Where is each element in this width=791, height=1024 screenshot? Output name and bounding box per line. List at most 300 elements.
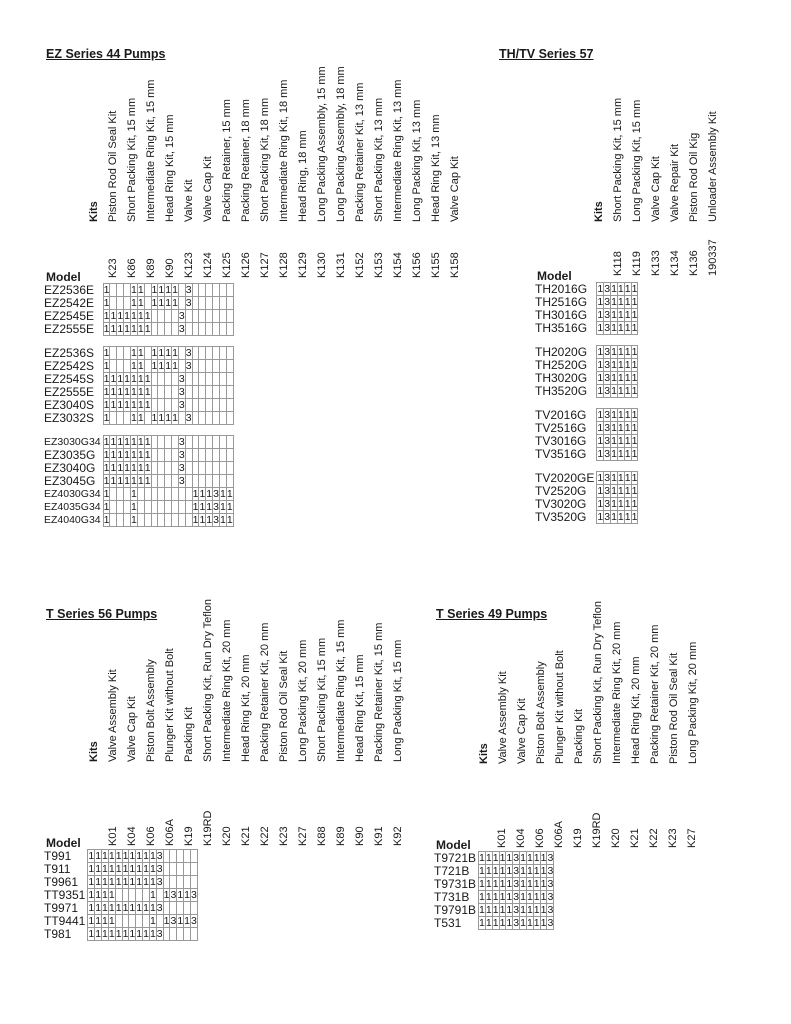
qty-cell: 3	[547, 917, 554, 929]
qty-cell: 3	[547, 865, 554, 877]
qty-cell: 1	[149, 915, 156, 927]
qty-cell: 1	[115, 902, 122, 914]
qty-cell: 1	[540, 865, 547, 877]
qty-cell: 1	[103, 373, 110, 385]
qty-cell: 1	[122, 902, 129, 914]
qty-cell: 1	[172, 347, 178, 359]
qty-cell	[192, 347, 199, 360]
qty-cell: 1	[102, 863, 108, 875]
qty-cell: 3	[178, 373, 185, 385]
qty-cell: 1	[117, 310, 124, 322]
qty-cell: 1	[526, 878, 533, 890]
kit-name-header	[316, 400, 336, 762]
kit-name-header-text: Packing Retainer Kit, 15 mm	[373, 622, 385, 762]
section-title: TH/TV Series 57	[499, 47, 594, 61]
qty-cell	[219, 373, 226, 386]
table-row	[44, 902, 197, 915]
kit-name-header	[335, 0, 355, 222]
kit-name-header-text: Packing Retainer Kit, 20 mm	[259, 622, 271, 762]
qty-cell	[213, 347, 220, 360]
kit-name-header	[164, 400, 184, 762]
qty-cell: 1	[533, 852, 540, 864]
qty-cell: 1	[533, 865, 540, 877]
kits-label-text: Kits	[88, 741, 100, 762]
part-code-header	[496, 808, 516, 848]
kit-name-header	[278, 400, 298, 762]
kit-name-header-text: Short Packing Kit, 13 mm	[373, 97, 385, 222]
part-code-text: K19RD	[591, 812, 603, 848]
qty-cell: 1	[88, 928, 95, 940]
t56-kit-table	[44, 849, 198, 941]
qty-cell	[165, 310, 172, 323]
qty-cell: 1	[110, 475, 117, 487]
kit-name-header-text: Short Packing Kit, Run Dry Teflon	[592, 600, 604, 764]
table-row	[535, 296, 638, 309]
qty-cell: 1	[226, 501, 233, 513]
qty-cell: 1	[165, 360, 172, 372]
qty-cell	[151, 323, 158, 336]
kit-name-header	[669, 0, 689, 222]
qty-cell: 1	[95, 889, 102, 901]
model-cell: EZ4030G34	[44, 488, 101, 500]
part-code-header	[164, 238, 184, 278]
kit-name-header-text: Intermediate Ring Kit, 13 mm	[392, 79, 404, 222]
qty-cell: 1	[597, 359, 604, 371]
model-cell: EZ2536S	[44, 346, 95, 360]
qty-cell	[129, 889, 136, 902]
qty-cell: 1	[137, 462, 144, 474]
qty-cell: 1	[131, 373, 137, 385]
qty-cell	[199, 310, 206, 323]
qty-cell: 1	[617, 422, 624, 434]
qty-cell	[122, 915, 129, 928]
qty-cell: 3	[178, 449, 185, 461]
qty-cell: 1	[88, 850, 95, 862]
table-row	[44, 928, 197, 941]
qty-cell: 3	[178, 462, 185, 474]
kit-name-header-text: Head Ring Kit, 15 mm	[354, 654, 366, 762]
model-cell: EZ4040G34	[44, 514, 101, 526]
kit-name-header-text: Valve Repair Kit	[669, 143, 681, 222]
part-code-header	[202, 806, 222, 846]
qty-cell: 1	[533, 904, 540, 916]
qty-cell	[206, 284, 213, 297]
qty-cell: 1	[124, 386, 130, 398]
part-code-text: K129	[297, 252, 309, 278]
kit-name-header-text: Intermediate Ring Kit, 20 mm	[221, 619, 233, 762]
qty-cell: 1	[597, 435, 604, 447]
kit-name-header	[164, 0, 184, 222]
qty-cell: 1	[124, 373, 130, 385]
qty-cell: 1	[631, 359, 638, 371]
qty-cell	[226, 373, 233, 386]
qty-cell	[213, 386, 220, 399]
qty-cell: 1	[624, 309, 631, 321]
qty-cell: 1	[108, 889, 115, 901]
qty-cell: 1	[184, 889, 191, 901]
qty-cell: 1	[95, 902, 102, 914]
kit-name-header	[631, 0, 651, 222]
part-code-header	[515, 808, 535, 848]
kit-name-header-text: Packing Retainer Kit, 13 mm	[354, 82, 366, 222]
qty-cell: 1	[129, 850, 136, 862]
qty-cell: 1	[617, 385, 624, 397]
table-row	[44, 876, 197, 889]
qty-cell: 1	[103, 360, 110, 372]
model-cell: EZ3032S	[44, 411, 95, 425]
qty-cell: 1	[617, 322, 624, 334]
qty-cell: 1	[506, 852, 513, 864]
qty-cell: 1	[144, 436, 151, 448]
table-row	[535, 283, 638, 296]
qty-cell	[206, 323, 213, 336]
kit-name-header-text: Short Packing Kit, 15 mm	[316, 637, 328, 762]
part-code-header	[354, 238, 374, 278]
part-code-text: K118	[612, 251, 624, 276]
qty-cell: 3	[604, 448, 611, 460]
qty-cell: 3	[604, 511, 611, 523]
qty-cell: 1	[624, 435, 631, 447]
qty-cell: 1	[149, 876, 156, 888]
part-code-header	[572, 808, 592, 848]
qty-cell: 1	[617, 409, 624, 421]
part-code-text: K156	[411, 252, 423, 278]
qty-cell: 1	[163, 915, 170, 927]
kit-name-header	[183, 0, 203, 222]
qty-cell: 1	[499, 917, 506, 929]
qty-cell	[117, 297, 124, 310]
kit-name-header	[107, 400, 127, 762]
qty-cell: 1	[520, 878, 526, 890]
kit-name-header	[612, 0, 632, 222]
qty-cell	[199, 284, 206, 297]
qty-cell: 1	[124, 399, 130, 411]
qty-cell: 1	[540, 891, 547, 903]
kit-name-header-text: Packing Retainer, 15 mm	[221, 99, 233, 222]
model-cell: EZ2555E	[44, 322, 95, 336]
model-cell: EZ2545S	[44, 372, 95, 386]
model-cell: TH3520G	[535, 384, 588, 398]
qty-cell	[163, 928, 170, 941]
qty-cell: 1	[540, 878, 547, 890]
part-code-text: K128	[278, 252, 290, 278]
kit-name-header-text: Intermediate Ring Kit, 18 mm	[278, 79, 290, 222]
qty-cell: 1	[617, 283, 624, 295]
kit-name-header	[259, 400, 279, 762]
model-cell: EZ3040S	[44, 398, 95, 412]
qty-cell	[192, 373, 199, 386]
kit-name-header-text: Intermediate Ring Kit, 15 mm	[145, 79, 157, 222]
qty-cell: 1	[520, 917, 526, 929]
qty-cell: 1	[117, 475, 124, 487]
qty-cell: 3	[185, 412, 192, 424]
qty-cell: 3	[604, 409, 611, 421]
part-code-header	[316, 806, 336, 846]
part-code-header	[688, 236, 708, 276]
model-cell: TH2520G	[535, 358, 588, 372]
kit-name-header-text: Valve Kit	[183, 179, 195, 222]
qty-cell: 3	[513, 865, 520, 877]
qty-cell: 3	[185, 347, 192, 359]
qty-cell: 1	[540, 904, 547, 916]
qty-cell: 1	[158, 360, 165, 372]
qty-cell	[191, 850, 198, 863]
qty-cell: 1	[631, 372, 638, 384]
part-code-text: K04	[515, 828, 527, 848]
qty-cell: 3	[178, 399, 185, 411]
kit-name-header-text: Valve Cap Kit	[650, 156, 662, 222]
qty-cell	[184, 902, 191, 915]
qty-cell: 1	[192, 501, 199, 513]
part-code-text: K27	[297, 826, 309, 846]
part-code-header	[650, 236, 670, 276]
qty-cell: 1	[95, 850, 102, 862]
kit-name-header	[240, 400, 260, 762]
part-code-text: K91	[373, 826, 385, 846]
part-code-text: K01	[496, 828, 508, 848]
model-cell: T721B	[434, 864, 470, 878]
qty-cell: 1	[122, 850, 129, 862]
qty-cell	[177, 876, 184, 889]
kit-name-header	[259, 0, 279, 222]
qty-cell: 1	[117, 462, 124, 474]
qty-cell: 1	[631, 322, 638, 334]
qty-cell: 3	[604, 296, 611, 308]
qty-cell: 1	[597, 283, 604, 295]
qty-cell: 1	[129, 863, 136, 875]
qty-cell	[213, 310, 220, 323]
model-cell: TV3516G	[535, 447, 587, 461]
qty-cell: 3	[604, 283, 611, 295]
part-code-text: K125	[221, 252, 233, 278]
qty-cell: 1	[149, 863, 156, 875]
model-cell: TV3520G	[535, 510, 587, 524]
qty-cell: 1	[151, 284, 158, 296]
qty-cell	[192, 360, 199, 373]
table-row	[535, 309, 638, 322]
qty-cell	[213, 360, 220, 373]
model-cell: T9961	[44, 875, 79, 889]
kit-name-header-text: Packing Retainer, 18 mm	[240, 99, 252, 222]
qty-cell	[226, 347, 233, 360]
qty-cell	[178, 284, 185, 297]
table-row	[44, 360, 233, 373]
qty-cell	[219, 347, 226, 360]
part-code-text: K06	[145, 826, 157, 846]
kit-name-header	[392, 0, 412, 222]
qty-cell: 1	[102, 889, 108, 901]
qty-cell	[163, 902, 170, 915]
qty-cell: 1	[597, 372, 604, 384]
section-title: T Series 56 Pumps	[46, 607, 158, 621]
qty-cell	[226, 297, 233, 310]
qty-cell: 1	[165, 297, 172, 309]
qty-cell	[219, 323, 226, 336]
kit-name-header-text: Piston Bolt Assembly	[535, 661, 547, 764]
qty-cell: 1	[617, 498, 624, 510]
qty-cell: 1	[103, 347, 110, 359]
qty-cell: 1	[624, 359, 631, 371]
qty-cell: 1	[144, 399, 151, 411]
qty-cell: 1	[492, 891, 499, 903]
part-code-text: K20	[221, 826, 233, 846]
qty-cell: 1	[103, 386, 110, 398]
qty-cell	[191, 928, 198, 941]
qty-cell	[136, 889, 143, 902]
qty-cell: 1	[611, 322, 617, 334]
qty-cell	[219, 297, 226, 310]
qty-cell	[163, 850, 170, 863]
qty-cell: 1	[192, 514, 199, 526]
qty-cell: 3	[604, 422, 611, 434]
kit-name-header	[649, 400, 669, 764]
kit-name-header	[449, 0, 469, 222]
qty-cell: 3	[170, 889, 177, 901]
part-code-text: K06A	[553, 821, 565, 848]
qty-cell: 1	[485, 891, 492, 903]
model-cell: TT9441	[44, 914, 86, 928]
qty-cell: 1	[131, 475, 137, 487]
qty-cell	[192, 386, 199, 399]
part-code-text: 190337	[707, 239, 719, 276]
qty-cell: 1	[624, 498, 631, 510]
model-cell: EZ2555E	[44, 385, 95, 399]
qty-cell	[213, 373, 220, 386]
qty-cell: 1	[199, 488, 206, 500]
model-cell: TH2516G	[535, 295, 588, 309]
table-row	[44, 863, 197, 876]
table-row	[434, 878, 554, 891]
qty-cell: 1	[129, 876, 136, 888]
qty-cell: 1	[177, 889, 184, 901]
qty-cell: 1	[137, 284, 144, 296]
qty-cell	[144, 284, 151, 297]
qty-cell: 1	[122, 928, 129, 940]
qty-cell	[158, 373, 165, 386]
qty-cell: 1	[611, 448, 617, 460]
qty-cell: 1	[597, 498, 604, 510]
qty-cell: 1	[631, 422, 638, 434]
qty-cell: 1	[499, 878, 506, 890]
qty-cell	[172, 373, 179, 386]
qty-cell: 1	[499, 865, 506, 877]
qty-cell: 1	[611, 485, 617, 497]
qty-cell: 1	[526, 852, 533, 864]
qty-cell: 1	[624, 322, 631, 334]
qty-cell: 1	[624, 283, 631, 295]
table-row	[44, 284, 233, 297]
qty-cell	[191, 863, 198, 876]
qty-cell	[165, 323, 172, 336]
qty-cell	[191, 902, 198, 915]
qty-cell	[219, 284, 226, 297]
qty-cell: 3	[191, 915, 197, 927]
qty-cell: 3	[178, 436, 185, 448]
part-code-text: K155	[430, 252, 442, 278]
part-code-header	[240, 806, 260, 846]
qty-cell: 1	[499, 852, 506, 864]
table-row	[44, 386, 233, 399]
kit-name-header	[354, 0, 374, 222]
qty-cell	[110, 297, 117, 310]
kit-name-header	[611, 400, 631, 764]
qty-cell: 1	[611, 359, 617, 371]
qty-cell: 1	[617, 435, 624, 447]
qty-cell	[110, 347, 117, 360]
qty-cell	[185, 310, 192, 323]
group-spacer	[535, 335, 638, 346]
part-code-text: K06A	[164, 819, 176, 846]
part-code-text: K136	[688, 250, 700, 276]
qty-cell: 1	[165, 412, 172, 424]
qty-cell: 3	[156, 850, 163, 862]
qty-cell: 1	[540, 852, 547, 864]
table-row	[535, 346, 638, 359]
qty-cell: 1	[219, 488, 226, 500]
part-code-header	[373, 238, 393, 278]
part-code-header	[221, 806, 241, 846]
qty-cell: 1	[144, 310, 151, 322]
qty-cell: 1	[95, 915, 102, 927]
qty-cell: 1	[103, 436, 110, 448]
qty-cell: 1	[124, 449, 130, 461]
qty-cell: 1	[624, 409, 631, 421]
qty-cell: 3	[513, 917, 520, 929]
qty-cell: 1	[597, 485, 604, 497]
qty-cell: 1	[88, 889, 95, 901]
qty-cell	[226, 386, 233, 399]
qty-cell: 1	[137, 323, 144, 335]
qty-cell: 1	[131, 386, 137, 398]
qty-cell	[226, 284, 233, 297]
part-code-header	[164, 806, 184, 846]
qty-cell	[192, 323, 199, 336]
qty-cell	[163, 863, 170, 876]
part-code-header	[335, 806, 355, 846]
qty-cell: 1	[124, 462, 130, 474]
kit-name-header-text: Packing Kit	[573, 708, 585, 764]
qty-cell	[185, 323, 192, 336]
qty-cell: 3	[178, 475, 185, 487]
qty-cell: 1	[492, 878, 499, 890]
qty-cell: 1	[597, 385, 604, 397]
qty-cell: 3	[156, 902, 163, 914]
qty-cell	[158, 310, 165, 323]
qty-cell	[172, 310, 179, 323]
kit-name-header-text: Valve Cap Kit	[449, 156, 461, 222]
qty-cell: 3	[156, 928, 163, 940]
qty-cell: 1	[137, 449, 144, 461]
kit-name-header	[430, 0, 450, 222]
section-title: T Series 49 Pumps	[436, 607, 548, 621]
qty-cell	[199, 360, 206, 373]
part-code-header	[669, 236, 689, 276]
table-row	[434, 904, 554, 917]
qty-cell: 1	[124, 310, 130, 322]
model-cell: T911	[44, 862, 71, 876]
qty-cell: 1	[137, 412, 144, 424]
kit-name-header-text: Packing Kit	[183, 706, 195, 762]
kit-name-header-text: Plunger Kit without Bolt	[554, 650, 566, 764]
qty-cell: 1	[103, 412, 110, 424]
part-code-header	[392, 238, 412, 278]
qty-cell	[177, 863, 184, 876]
part-code-header	[534, 808, 554, 848]
kit-name-header	[392, 400, 412, 762]
qty-cell: 1	[136, 863, 143, 875]
kit-name-header	[335, 400, 355, 762]
qty-cell: 1	[533, 878, 540, 890]
